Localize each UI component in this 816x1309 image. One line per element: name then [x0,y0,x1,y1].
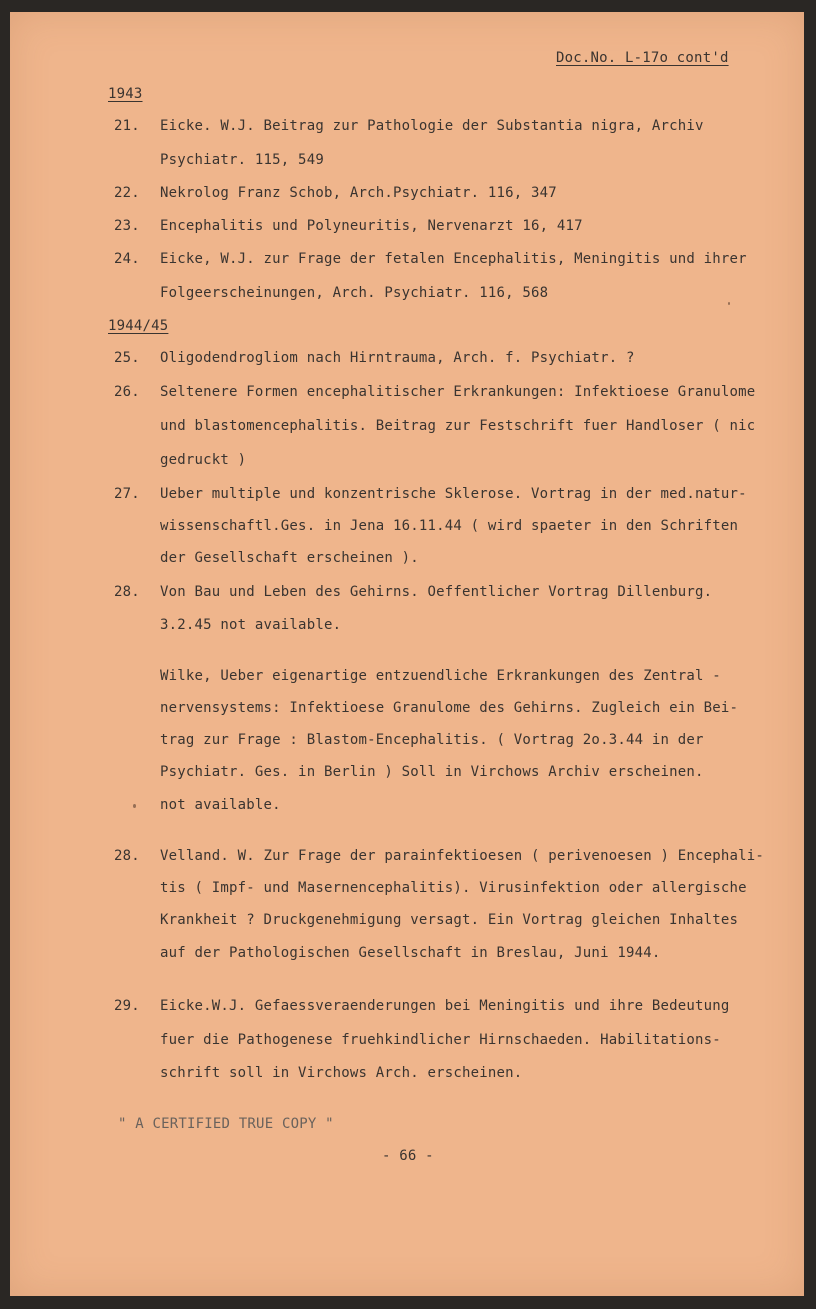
entry-line: Nekrolog Franz Schob, Arch.Psychiatr. 116, 347 [160,185,557,201]
year-heading-1944: 1944/45 [108,318,169,334]
entry-line: Eicke.W.J. Gefaessveraenderungen bei Meningitis und ihre Bedeutung [160,998,730,1014]
entry-line: Psychiatr. 115, 549 [160,152,324,168]
entry-line: auf der Pathologischen Gesellschaft in Breslau, Juni 1944. [160,945,661,961]
page-number: - 66 - [382,1148,434,1164]
entry-line: Velland. W. Zur Frage der parainfektioesen ( perivenoesen ) Encephali- [160,848,765,864]
entry-number: 23. [114,218,140,234]
entry-line: trag zur Frage : Blastom-Encephalitis. ( Vortrag 2o.3.44 in der [160,732,704,748]
entry-line: fuer die Pathogenese fruehkindlicher Hirnschaeden. Habilitations- [160,1032,721,1048]
entry-line: not available. [160,797,281,813]
entry-line: schrift soll in Virchows Arch. erscheinen. [160,1065,523,1081]
entry-number: 27. [114,486,140,502]
entry-line: Eicke. W.J. Beitrag zur Pathologie der Substantia nigra, Archiv [160,118,704,134]
entry-line: tis ( Impf- und Masernencephalitis). Virusinfektion oder allergische [160,880,747,896]
entry-number: 22. [114,185,140,201]
entry-number: 29. [114,998,140,1014]
entry-line: Folgeerscheinungen, Arch. Psychiatr. 116, 568 [160,285,549,301]
entry-line: Ueber multiple und konzentrische Sklerose. Vortrag in der med.natur- [160,486,747,502]
entry-line: Psychiatr. Ges. in Berlin ) Soll in Virchows Archiv erscheinen. [160,764,704,780]
entry-number: 24. [114,251,140,267]
entry-line: 3.2.45 not available. [160,617,342,633]
entry-line: und blastomencephalitis. Beitrag zur Festschrift fuer Handloser ( nic [160,418,756,434]
entry-line: Seltenere Formen encephalitischer Erkrankungen: Infektioese Granulome [160,384,756,400]
year-heading-1943: 1943 [108,86,143,102]
entry-line: Encephalitis und Polyneuritis, Nervenarzt 16, 417 [160,218,583,234]
entry-number: 28. [114,848,140,864]
certified-true-copy: " A CERTIFIED TRUE COPY " [118,1116,334,1132]
entry-number: 25. [114,350,140,366]
entry-number: 28. [114,584,140,600]
entry-line: Eicke, W.J. zur Frage der fetalen Encephalitis, Meningitis und ihrer [160,251,747,267]
ink-speck [133,804,136,808]
entry-line: Von Bau und Leben des Gehirns. Oeffentlicher Vortrag Dillenburg. [160,584,713,600]
entry-line: der Gesellschaft erscheinen ). [160,550,419,566]
entry-number: 21. [114,118,140,134]
entry-line: Wilke, Ueber eigenartige entzuendliche Erkrankungen des Zentral - [160,668,721,684]
doc-number: Doc.No. L-17o cont'd [556,50,729,66]
entry-line: gedruckt ) [160,452,247,468]
entry-line: Krankheit ? Druckgenehmigung versagt. Ein Vortrag gleichen Inhaltes [160,912,739,928]
ink-speck [728,302,730,305]
entry-line: Oligodendrogliom nach Hirntrauma, Arch. f. Psychiatr. ? [160,350,635,366]
entry-number: 26. [114,384,140,400]
entry-line: wissenschaftl.Ges. in Jena 16.11.44 ( wird spaeter in den Schriften [160,518,739,534]
document-page [10,12,804,1296]
entry-line: nervensystems: Infektioese Granulome des Gehirns. Zugleich ein Bei- [160,700,739,716]
